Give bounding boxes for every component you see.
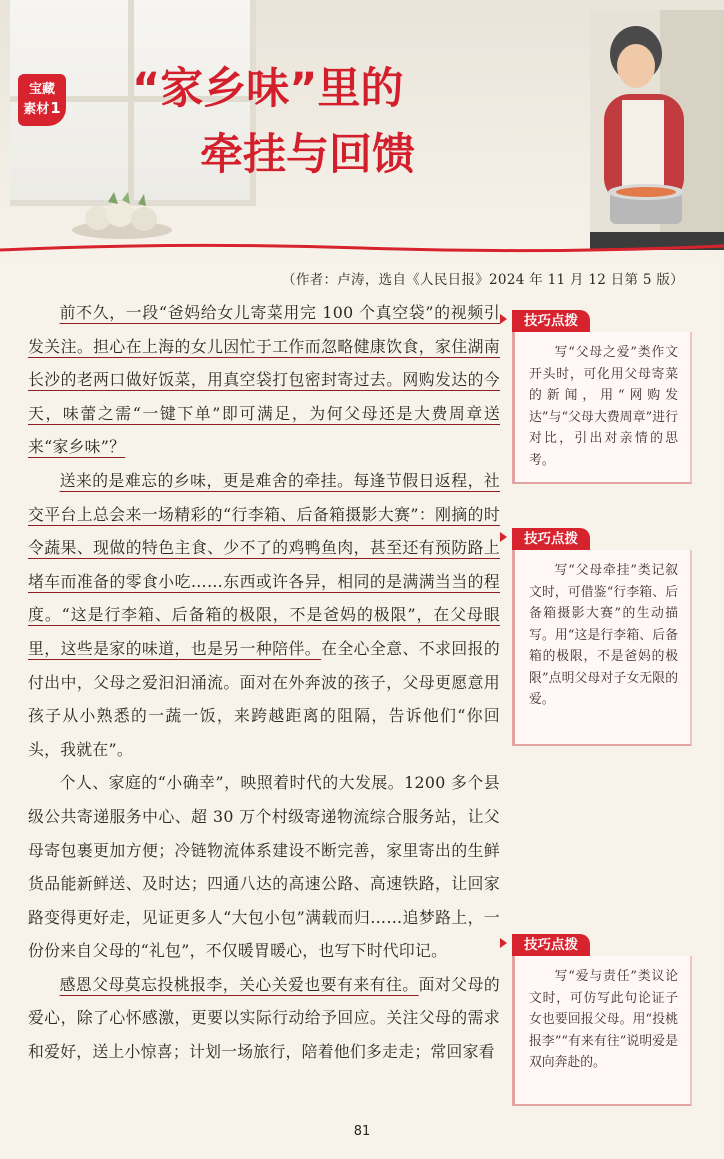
badge-line1: 宝藏 [28,82,55,97]
tip-tag-1: 技巧点拨 [512,310,590,332]
tip-text-2: 写“父母牵挂”类记叙文时，可借鉴“行李箱、后备箱摄影大赛”的生动描写。用“这是行李箱、后备箱的极限，不是爸妈的极限”点明父母对子女无限的爱。 [529,563,678,707]
header-banner [0,0,724,258]
paragraph-2 [28,464,500,766]
underlined-text: 感恩父母莫忘投桃报李，关心关爱也要有来有往。 [59,974,419,994]
tip-box-1 [512,332,692,484]
tip-pointer-2 [500,532,507,542]
article-title [128,56,488,188]
tip-text-1: 写“父母之爱”类作文开头时，可化用父母寄菜的新闻，用“网购发达”与“父母大费周章”进行对比，引出对亲情的思考。 [529,345,678,468]
badge-number: 1 [50,99,61,117]
badge-line2: 素材1 [23,99,61,117]
tip-text-3: 写“爱与责任”类议论文时，可仿写此句论证子女也要回报父母。用“投桃报李”“有来有往”说明爱是双向奔赴的。 [529,969,678,1070]
header-divider [0,238,724,258]
source-byline: （作者：卢涛，选自《人民日报》2024 年 11 月 12 日第 5 版） [282,272,684,288]
body-text: 个人、家庭的“小确幸”，映照着时代的大发展。1200 多个县级公共寄递服务中心、超 30 万个村级寄递物流综合服务站，让父母寄包裹更加方便；冷链物流体系建设不断完善，家里寄出的生鲜货品能新鲜送、及时达；四通八达的高速公路、高速铁路，让回家路变得更好走，见证更多人“大包小包”满载而归……追梦路上，一份份来自父母的“礼包”，不仅暖胃暖心，也写下时代印记。 [28,773,500,961]
garlic-bowl-illustration [68,192,176,240]
article-body [28,296,500,1069]
tip-box-2 [512,550,692,746]
body-text: 面对父母的爱心，除了心怀感激，更要以实际行动给予回应。关注父母的需求和爱好，送上小惊喜；计划一场旅行，陪着他们多走走；常回家看 [28,974,500,1062]
tip-tag-3: 技巧点拨 [512,934,590,956]
paragraph-4 [28,968,500,1069]
tip-pointer-1 [500,314,507,324]
body-text: 在全心全意、不求回报的付出中，父母之爱汩汩涌流。面对在外奔波的孩子，父母更愿意用孩子从小熟悉的一蔬一饭，来跨越距离的阻隔，告诉他们“你回头，我就在”。 [28,638,500,759]
paragraph-1 [28,296,500,464]
tip-pointer-3 [500,938,507,948]
paragraph-3 [28,766,500,968]
title-line1: “家乡味”里的 [132,64,404,114]
underlined-text: 送来的是难忘的乡味，更是难舍的牵挂。每逢节假日返程，社交平台上总会来一场精彩的“行李箱、后备箱摄影大赛”：刚摘的时令蔬果、现做的特色主食、少不了的鸡鸭鱼肉，甚至还有预防路上堵车而准备的零食小吃……东西或许各异，相同的是满满当当的程度。“这是行李箱、后备箱的极限，不是爸妈的极限”，在父母眼里，这些是家的味道，也是另一种陪伴。 [28,470,500,658]
title-line2: 牵挂与回馈 [200,130,415,180]
tip-tag-2: 技巧点拨 [512,528,590,550]
underlined-text: 前不久，一段“爸妈给女儿寄菜用完 100 个真空袋”的视频引发关注。担心在上海的女儿因忙于工作而忽略健康饮食，家住湖南长沙的老两口做好饭菜，用真空袋打包密封寄过去。网购发达的今天，味蕾之需“一键下单”即可满足，为何父母还是大费周章送来“家乡味”？ [28,303,500,457]
page-number: 81 [353,1124,371,1139]
treasure-material-badge [18,74,66,126]
cooking-mother-photo [590,10,724,250]
tip-box-3 [512,956,692,1106]
